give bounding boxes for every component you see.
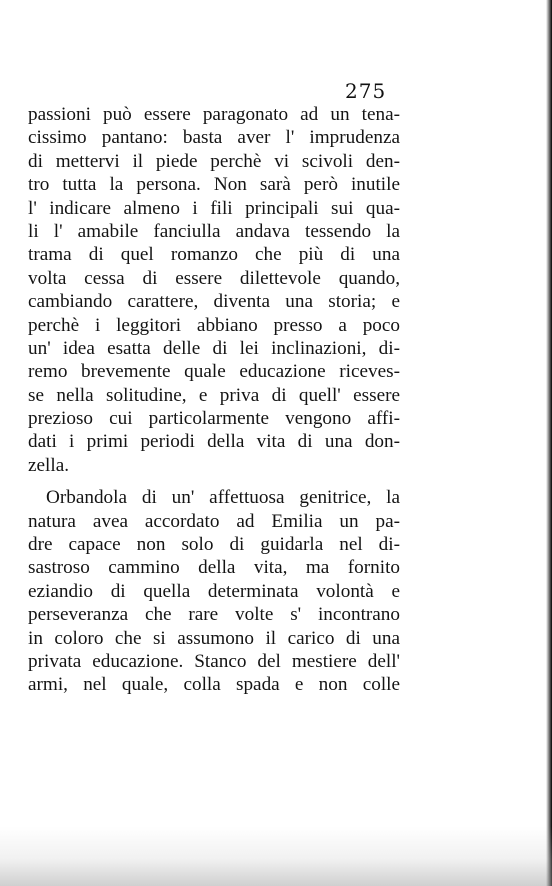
text-line: passioni può essere paragonato ad un tena- <box>28 104 400 125</box>
text-line: se nella solitudine, e priva di quell' essere <box>28 384 400 406</box>
body-text <box>28 103 400 697</box>
text-line: l' indicare almeno i fili principali sui qua- <box>28 197 400 219</box>
text-line: perseveranza che rare volte s' incontrano <box>28 604 400 626</box>
text-line: prezioso cui particolarmente vengono affi- <box>28 408 400 430</box>
text-line: tro tutta la persona. Non sarà però inutile <box>28 174 400 196</box>
text-line: remo brevemente quale educazione riceves- <box>28 361 400 383</box>
page-number: 275 <box>345 79 387 103</box>
text-line: perchè i leggitori abbiano presso a poco <box>28 314 400 336</box>
text-line: dati i primi periodi della vita di una don- <box>28 431 400 453</box>
text-line: eziandio di quella determinata volontà e <box>28 580 400 602</box>
text-line: sastroso cammino della vita, ma fornito <box>28 557 400 579</box>
text-line: cissimo pantano: basta aver l' imprudenza <box>28 127 400 149</box>
text-line: volta cessa di essere dilettevole quando, <box>28 267 400 289</box>
text-line: di mettervi il piede perchè vi scivoli den- <box>28 150 400 172</box>
page-bottom-shading <box>0 826 552 886</box>
text-line: natura avea accordato ad Emilia un pa- <box>28 510 400 532</box>
paragraph-1 <box>28 103 400 477</box>
text-line: li l' amabile fanciulla andava tessendo la <box>28 220 400 242</box>
text-line: un' idea esatta delle di lei inclinazioni, di- <box>28 337 400 359</box>
text-line: cambiando carattere, diventa una storia; e <box>28 291 400 313</box>
text-line: privata educazione. Stanco del mestiere dell' <box>28 650 400 672</box>
paragraph-2 <box>28 486 400 697</box>
text-line: dre capace non solo di guidarla nel di- <box>28 534 400 556</box>
paragraph-spacer <box>28 477 400 486</box>
page-edge-shadow <box>546 0 552 886</box>
text-line: in coloro che si assumono il carico di una <box>28 627 400 649</box>
text-line: armi, nel quale, colla spada e non colle <box>28 674 400 696</box>
text-line: trama di quel romanzo che più di una <box>28 244 400 266</box>
text-line: Orbandola di un' affettuosa genitrice, la <box>46 487 400 509</box>
text-line: zella. <box>28 454 70 476</box>
